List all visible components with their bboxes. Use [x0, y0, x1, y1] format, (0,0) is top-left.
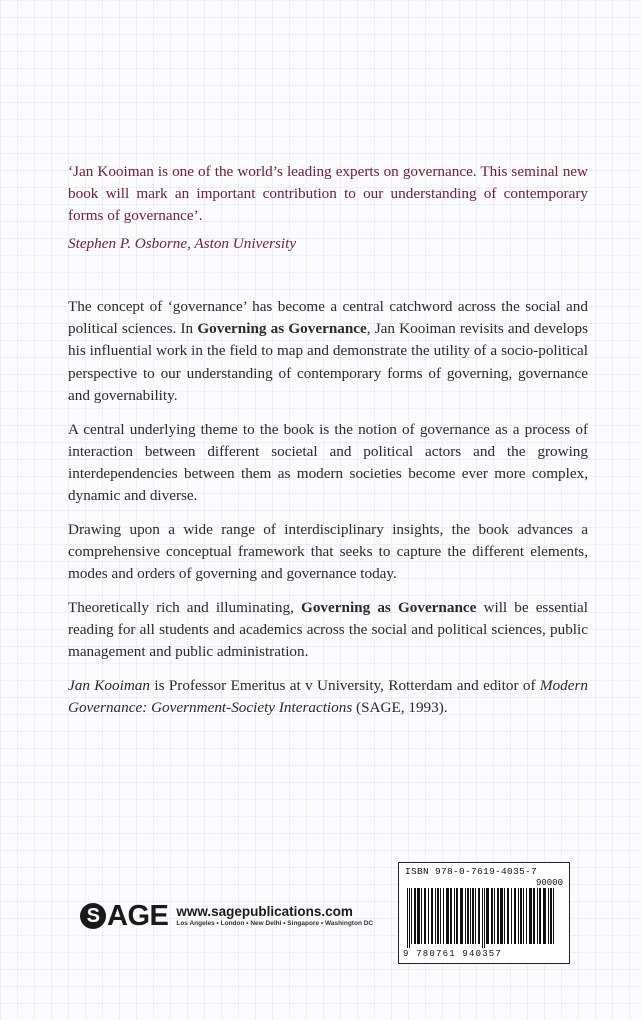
publisher-url: www.sagepublications.com	[176, 904, 353, 919]
barcode-bar	[533, 888, 535, 944]
barcode-bar	[507, 888, 509, 944]
barcode-bar	[411, 888, 412, 944]
barcode-bar	[514, 888, 516, 944]
barcode-bar	[537, 888, 538, 944]
sage-logo-text: AGE	[107, 899, 169, 932]
barcode-bar	[486, 888, 489, 944]
barcode-bar	[465, 888, 466, 944]
isbn-barcode	[398, 862, 570, 964]
barcode-bar	[550, 888, 552, 944]
barcode-bar	[414, 888, 416, 944]
barcode-bar	[523, 888, 524, 944]
barcode-bar	[484, 888, 485, 948]
barcode-bar	[456, 888, 458, 944]
barcode-bar	[470, 888, 471, 944]
author-bio-end: (SAGE, 1993).	[352, 699, 448, 717]
publisher-cities: Los Angeles • London • New Delhi • Singapore • Washington DC	[176, 920, 374, 927]
barcode-bar	[437, 888, 439, 944]
description-paragraph-4	[68, 597, 588, 664]
barcode-bar	[494, 888, 495, 944]
barcode-bar	[460, 888, 463, 944]
barcode-bar	[409, 888, 410, 948]
barcode-bar	[421, 888, 422, 944]
barcode-bar	[475, 888, 476, 944]
sage-logo-mark: S	[80, 903, 106, 929]
barcode-bar	[478, 888, 480, 944]
publisher-info	[176, 904, 373, 928]
barcode-bar	[539, 888, 541, 944]
barcode-bar	[407, 888, 408, 948]
barcode-bar	[553, 888, 554, 944]
barcode-bar	[435, 888, 436, 944]
author-previous-book: Modern Governance: Government-Society Interactions	[68, 677, 588, 717]
p1-book-title: Governing as Governance	[197, 320, 367, 338]
barcode-bars	[405, 888, 563, 948]
barcode-bar	[497, 888, 499, 944]
barcode-bar	[500, 888, 503, 944]
p4-text-start: Theoretically rich and illuminating,	[68, 598, 302, 616]
barcode-bar	[548, 888, 549, 944]
barcode-bar	[446, 888, 449, 944]
p4-text-end: will be essential reading for all students and academics across the social and political sciences, public management and public administration.	[68, 598, 588, 661]
barcode-bar	[520, 888, 522, 944]
barcode-bar	[511, 888, 512, 944]
p1-text-start: The concept of ‘governance’ has become a central catchword across the social and political sciences. In	[68, 298, 588, 338]
barcode-bar	[431, 888, 433, 944]
endorsement-source: Stephen P. Osborne, Aston University	[68, 235, 297, 252]
barcode-bar	[467, 888, 469, 944]
ean-digits: 9 780761 940357	[403, 949, 503, 959]
book-description	[68, 296, 588, 731]
endorsement	[68, 161, 588, 255]
isbn-number: ISBN 978-0-7619-4035-7	[405, 866, 538, 877]
barcode-bar	[472, 888, 474, 944]
barcode-bar	[454, 888, 455, 944]
description-paragraph-3: Drawing upon a wide range of interdisciplinary insights, the book advances a comprehensive conceptual framework that seeks to capture the different elements, modes and orders of governing and governance today.	[68, 520, 588, 583]
barcode-bar	[504, 888, 505, 944]
barcode-bar	[424, 888, 426, 944]
barcode-bar	[529, 888, 532, 944]
p4-book-title: Governing as Governance	[301, 598, 477, 616]
sage-logo	[80, 900, 168, 933]
endorsement-quote: ‘Jan Kooiman is one of the world’s leading experts on governance. This seminal new book will mark an important contribution to our understanding of contemporary forms of governance’.	[68, 163, 588, 224]
barcode-bar	[440, 888, 441, 944]
barcode-bar	[526, 888, 527, 944]
description-paragraph-1	[68, 296, 588, 407]
barcode-bar	[543, 888, 546, 944]
barcode-bar	[491, 888, 493, 944]
barcode-bar	[450, 888, 452, 944]
barcode-bar	[443, 888, 444, 944]
barcode-bar	[482, 888, 483, 948]
author-bio-text: is Professor Emeritus at v University, Rotterdam and editor of	[149, 677, 540, 695]
price-code: 90000	[535, 878, 563, 888]
barcode-bar	[428, 888, 429, 944]
description-paragraph-2: A central underlying theme to the book is the notion of governance as a process of interaction between different societal and political actors and the growing interdependencies between them as modern societies become ever more complex, dynamic and diverse.	[68, 420, 588, 505]
barcode-bar	[518, 888, 519, 944]
barcode-bar	[417, 888, 420, 944]
publisher-block	[80, 896, 400, 936]
author-name: Jan Kooiman	[68, 677, 150, 695]
p1-text-end: , Jan Kooiman revisits and develops his influential work in the field to map and demonstrate the utility of a socio-political perspective to our understanding of contemporary forms of governing, governance and governability.	[68, 320, 588, 404]
author-bio	[68, 675, 588, 719]
